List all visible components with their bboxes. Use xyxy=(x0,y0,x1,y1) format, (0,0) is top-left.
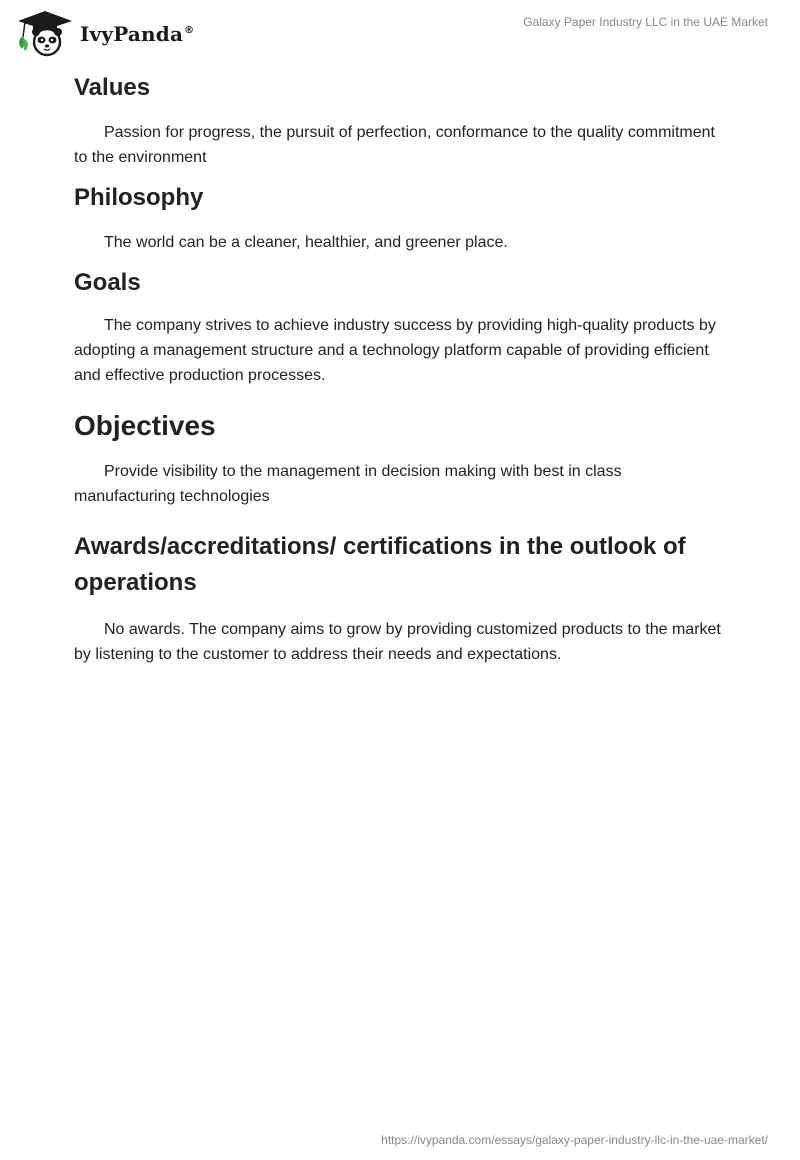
ivypanda-logo[interactable] xyxy=(16,8,194,58)
section-heading: Objectives xyxy=(74,410,216,441)
document-content xyxy=(74,70,726,667)
section-objectives xyxy=(74,406,726,446)
section-philosophy xyxy=(74,180,726,216)
section-heading: Values xyxy=(74,74,151,101)
section-body: The company strives to achieve industry success by providing high-quality products by adopting a management structure and a technology platform capable of providing efficient and effective production processes. xyxy=(74,317,716,384)
section-heading: Philosophy xyxy=(74,184,204,211)
section-body: The world can be a cleaner, healthier, and greener place. xyxy=(104,234,508,251)
document-title: Galaxy Paper Industry LLC in the UAE Market xyxy=(523,15,768,29)
registered-mark: ® xyxy=(184,25,195,37)
panda-graduate-icon xyxy=(16,9,74,57)
section-values xyxy=(74,70,726,106)
section-body: No awards. The company aims to grow by providing customized products to the market by listening to the customer to address their needs and expectations. xyxy=(74,621,721,663)
section-heading: Awards/accreditations/ certifications in the outlook of operations xyxy=(74,533,686,596)
source-url-link[interactable]: https://ivypanda.com/essays/galaxy-paper-industry-llc-in-the-uae-market/ xyxy=(381,1133,768,1147)
section-awards xyxy=(74,529,726,601)
section-heading: Goals xyxy=(74,269,141,296)
logo-wordmark: IvyPanda® xyxy=(80,22,195,46)
section-goals xyxy=(74,265,726,301)
section-body: Passion for progress, the pursuit of perfection, conformance to the quality commitment to the environment xyxy=(74,124,715,166)
section-body: Provide visibility to the management in decision making with best in class manufacturing technologies xyxy=(74,463,622,505)
